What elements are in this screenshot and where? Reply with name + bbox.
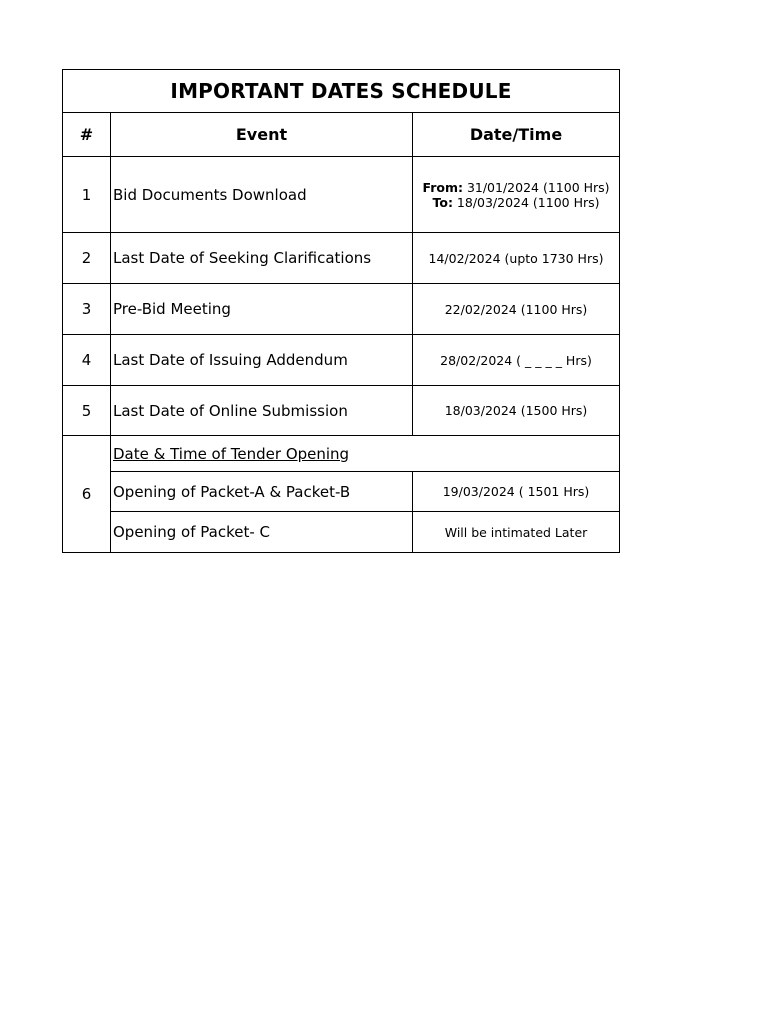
header-number: #: [63, 113, 111, 157]
to-label: To:: [432, 194, 453, 210]
from-label: From:: [422, 179, 463, 195]
event-datetime: [413, 157, 620, 233]
event-datetime: 14/02/2024 (upto 1730 Hrs): [413, 233, 620, 284]
table-title: IMPORTANT DATES SCHEDULE: [63, 70, 620, 113]
to-value: 18/03/2024 (1100 Hrs): [452, 194, 600, 210]
event-name: Last Date of Seeking Clarifications: [111, 233, 413, 284]
from-value: 31/01/2024 (1100 Hrs): [462, 179, 610, 195]
event-name: Pre-Bid Meeting: [111, 284, 413, 335]
table-row: [63, 436, 620, 472]
event-datetime: Will be intimated Later: [413, 512, 620, 553]
event-datetime: 28/02/2024 ( _ _ _ _ Hrs): [413, 335, 620, 386]
row-number: 6: [63, 436, 111, 553]
header-event: Event: [111, 113, 413, 157]
table-row: [63, 472, 620, 512]
table-row: [63, 512, 620, 553]
tender-opening-heading-text: Date & Time of Tender Opening: [113, 444, 350, 463]
table-row: [63, 157, 620, 233]
event-name: Last Date of Issuing Addendum: [111, 335, 413, 386]
event-name: Opening of Packet-A & Packet-B: [111, 472, 413, 512]
event-datetime: 18/03/2024 (1500 Hrs): [413, 386, 620, 436]
row-number: 5: [63, 386, 111, 436]
event-name: Bid Documents Download: [111, 157, 413, 233]
table-row: [63, 284, 620, 335]
table-row: [63, 233, 620, 284]
header-datetime: Date/Time: [413, 113, 620, 157]
event-datetime: 22/02/2024 (1100 Hrs): [413, 284, 620, 335]
table-row: [63, 386, 620, 436]
tender-opening-heading: [111, 436, 620, 472]
row-number: 4: [63, 335, 111, 386]
row-number: 2: [63, 233, 111, 284]
row-number: 1: [63, 157, 111, 233]
table-row: [63, 335, 620, 386]
row-number: 3: [63, 284, 111, 335]
event-name: Last Date of Online Submission: [111, 386, 413, 436]
event-datetime: 19/03/2024 ( 1501 Hrs): [413, 472, 620, 512]
event-name: Opening of Packet- C: [111, 512, 413, 553]
important-dates-table: [62, 69, 620, 553]
